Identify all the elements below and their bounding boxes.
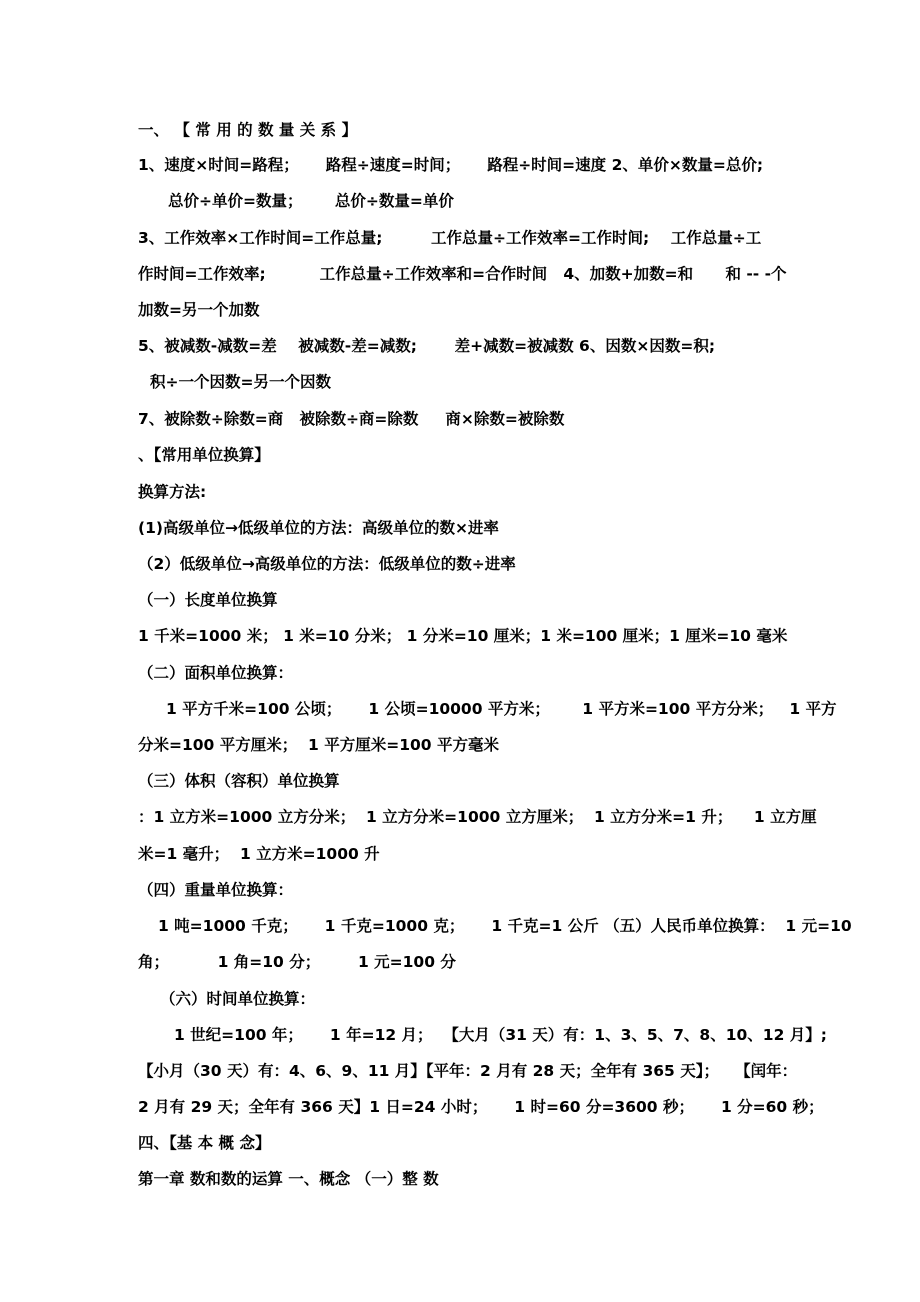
chapter-heading: 第一章 数和数的运算 一、概念 （一）整 数	[138, 1170, 439, 1188]
text-line: 3、工作效率×工作时间=工作总量; 工作总量÷工作效率=工作时间; 工作总量÷工	[138, 229, 762, 247]
text-line: 加数=另一个加数	[138, 301, 260, 319]
text-line: 米=1 毫升； 1 立方米=1000 升	[138, 845, 380, 863]
subheading-area: （二）面积单位换算：	[138, 664, 294, 682]
section-heading-basic-concepts: 四、【基 本 概 念】	[138, 1134, 271, 1152]
subheading-volume: （三）体积（容积）单位换算	[138, 772, 340, 790]
text-line: 2 月有 29 天；全年有 366 天】1 日=24 小时； 1 时=60 分=3600 秒； 1 分=60 秒；	[138, 1098, 824, 1116]
text-line: 作时间=工作效率; 工作总量÷工作效率和=合作时间 4、加数+加数=和 和 -- -个	[138, 265, 787, 283]
text-line: 1 千米=1000 米； 1 米=10 分米； 1 分米=10 厘米；1 米=100 厘米；1 厘米=10 毫米	[138, 627, 788, 645]
text-line: (1)高级单位→低级单位的方法：高级单位的数×进率	[138, 519, 499, 537]
text-line: 1 世纪=100 年； 1 年=12 月； 【大月（31 天）有：1、3、5、7、8、10、12 月】;	[174, 1026, 827, 1044]
subheading-length: （一）长度单位换算	[138, 591, 278, 609]
text-line: 【小月（30 天）有：4、6、9、11 月】【平年：2 月有 28 天；全年有 365 天】； 【闰年：	[138, 1062, 798, 1080]
text-line: 7、被除数÷除数=商 被除数÷商=除数 商×除数=被除数	[138, 410, 565, 428]
text-line: ：1 立方米=1000 立方分米； 1 立方分米=1000 立方厘米； 1 立方分米=1 升； 1 立方厘	[138, 808, 817, 826]
text-line: 1、速度×时间=路程； 路程÷速度=时间； 路程÷时间=速度 2、单价×数量=总价;	[138, 156, 764, 174]
text-line: （2）低级单位→高级单位的方法：低级单位的数÷进率	[138, 555, 516, 573]
subheading-weight: （四）重量单位换算：	[138, 881, 294, 899]
text-line: 积÷一个因数=另一个因数	[150, 373, 331, 391]
section-heading-unit-conversion: 、【常用单位换算】	[138, 446, 270, 464]
text-line: 1 平方千米=100 公顷； 1 公顷=10000 平方米； 1 平方米=100 平方分米； 1 平方	[166, 700, 837, 718]
text-line: 总价÷单价=数量； 总价÷数量=单价	[168, 192, 454, 210]
section-heading-quantity-relations: 一、 【 常 用 的 数 量 关 系 】	[138, 121, 358, 139]
text-line: 5、被减数-减数=差 被减数-差=减数; 差+减数=被减数 6、因数×因数=积;	[138, 337, 716, 355]
text-line: 角； 1 角=10 分； 1 元=100 分	[138, 953, 456, 971]
text-line: 1 吨=1000 千克； 1 千克=1000 克； 1 千克=1 公斤 （五）人民币单位换算： 1 元=10	[158, 917, 852, 935]
text-line: 分米=100 平方厘米； 1 平方厘米=100 平方毫米	[138, 736, 499, 754]
text-line: 换算方法:	[138, 483, 207, 501]
subheading-time: （六）时间单位换算：	[160, 990, 316, 1008]
